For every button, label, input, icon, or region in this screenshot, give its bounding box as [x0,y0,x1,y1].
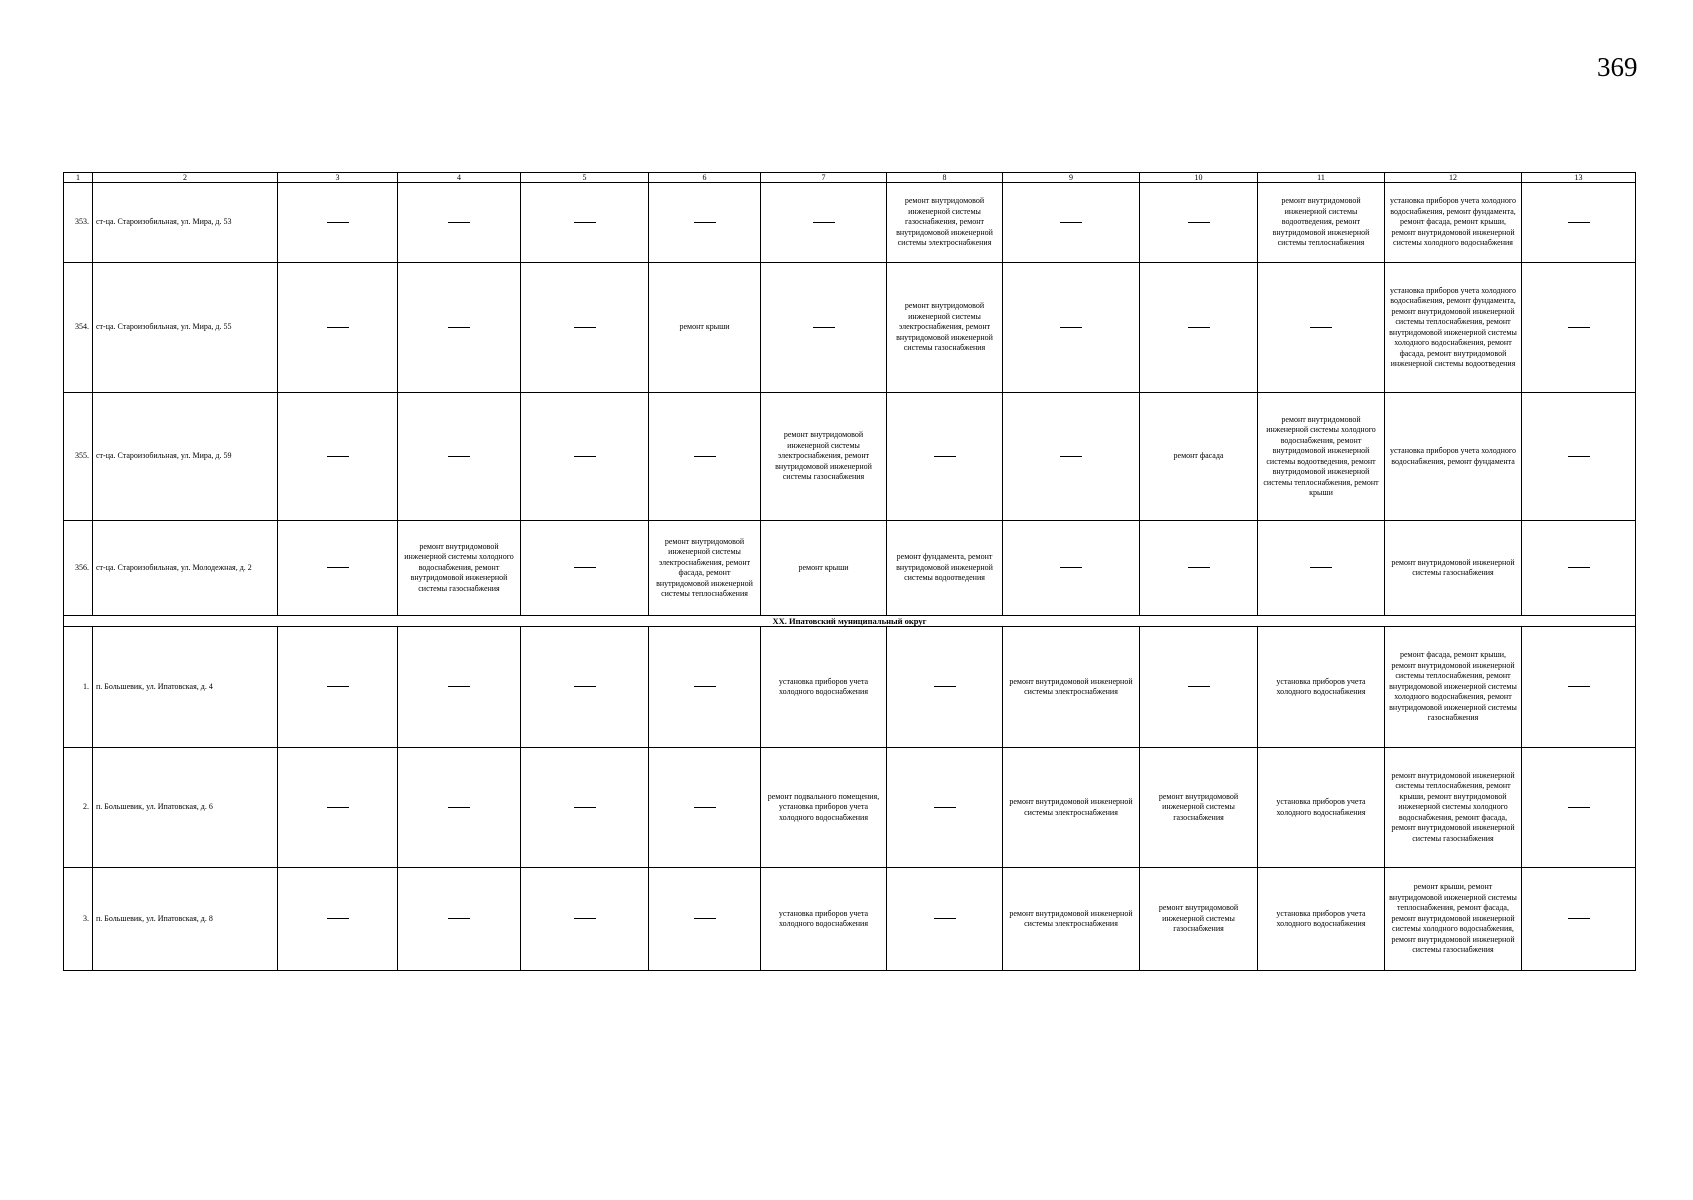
table-body [64,173,1636,971]
dash-mark [1060,222,1082,223]
dash-mark [448,686,470,687]
work-cell [649,627,761,748]
dash-mark [1188,222,1210,223]
row-number: 356. [64,521,93,616]
work-cell [521,521,649,616]
section-header-row [64,616,1636,627]
row-number: 354. [64,263,93,393]
dash-mark [574,807,596,808]
work-cell [278,521,398,616]
work-cell: ремонт крыши [761,521,887,616]
dash-mark [327,807,349,808]
work-cell: установка приборов учета холодного водоснабжения [761,627,887,748]
work-cell [649,868,761,971]
work-cell [521,627,649,748]
work-cell: установка приборов учета холодного водоснабжения [1258,868,1385,971]
dash-mark [813,222,835,223]
work-cell [398,263,521,393]
address-cell: п. Большевик, ул. Ипатовская, д. 6 [93,748,278,868]
dash-mark [1568,327,1590,328]
table-row [64,393,1636,521]
table-row [64,521,1636,616]
dash-mark [1568,807,1590,808]
work-cell: ремонт внутридомовой инженерной системы газоснабжения, ремонт внутридомовой инженерной системы электроснабжения [887,183,1003,263]
dash-mark [694,456,716,457]
work-cell: ремонт внутридомовой инженерной системы газоснабжения [1140,748,1258,868]
dash-mark [1568,222,1590,223]
dash-mark [574,456,596,457]
work-cell [1003,183,1140,263]
work-cell [278,748,398,868]
column-number: 12 [1385,173,1522,183]
dash-mark [448,327,470,328]
dash-mark [327,918,349,919]
page-number: 369 [1597,52,1638,82]
work-cell [1258,263,1385,393]
work-cell [1140,263,1258,393]
work-cell [1522,393,1636,521]
work-cell: ремонт крыши, ремонт внутридомовой инженерной системы теплоснабжения, ремонт фасада, ремонт внутридомовой инженерной системы холодного водоснабжения, ремонт внутридомовой инженерной системы газоснабжения [1385,868,1522,971]
column-number: 1 [64,173,93,183]
work-cell [887,393,1003,521]
work-cell: ремонт внутридомовой инженерной системы электроснабжения, ремонт фасада, ремонт внутридомовой инженерной системы теплоснабжения [649,521,761,616]
work-cell: установка приборов учета холодного водоснабжения [1258,748,1385,868]
work-cell [1003,521,1140,616]
dash-mark [448,918,470,919]
dash-mark [327,567,349,568]
dash-mark [574,567,596,568]
work-cell: ремонт внутридомовой инженерной системы электроснабжения, ремонт внутридомовой инженерной системы газоснабжения [761,393,887,521]
dash-mark [694,807,716,808]
work-cell [1258,521,1385,616]
work-cell [398,393,521,521]
dash-mark [448,807,470,808]
work-cell [521,183,649,263]
dash-mark [574,327,596,328]
dash-mark [574,222,596,223]
dash-mark [1310,327,1332,328]
work-cell: ремонт подвального помещения, установка приборов учета холодного водоснабжения [761,748,887,868]
column-number: 7 [761,173,887,183]
work-cell: ремонт внутридомовой инженерной системы электроснабжения [1003,748,1140,868]
dash-mark [694,686,716,687]
work-cell [521,263,649,393]
column-number: 9 [1003,173,1140,183]
dash-mark [574,686,596,687]
dash-mark [327,327,349,328]
dash-mark [327,686,349,687]
work-cell [398,183,521,263]
dash-mark [1310,567,1332,568]
work-cell: ремонт внутридомовой инженерной системы электроснабжения [1003,627,1140,748]
dash-mark [1568,456,1590,457]
work-cell: ремонт внутридомовой инженерной системы водоотведения, ремонт внутридомовой инженерной системы теплоснабжения [1258,183,1385,263]
work-cell [278,868,398,971]
dash-mark [327,456,349,457]
work-cell [1522,627,1636,748]
dash-mark [694,918,716,919]
dash-mark [448,456,470,457]
work-cell: ремонт внутридомовой инженерной системы электроснабжения [1003,868,1140,971]
work-cell: ремонт внутридомовой инженерной системы холодного водоснабжения, ремонт внутридомовой инженерной системы водоотведения, ремонт внутридомовой инженерной системы теплоснабжения, ремонт крыши [1258,393,1385,521]
work-cell [278,393,398,521]
dash-mark [934,918,956,919]
dash-mark [813,327,835,328]
address-cell: ст-ца. Староизобильная, ул. Мира, д. 59 [93,393,278,521]
dash-mark [1568,686,1590,687]
work-cell: ремонт внутридомовой инженерной системы теплоснабжения, ремонт крыши, ремонт внутридомовой инженерной системы холодного водоснабжения, ремонт фасада, ремонт внутридомовой инженерной системы газоснабжения [1385,748,1522,868]
table-row [64,868,1636,971]
work-cell [887,868,1003,971]
works-register-table [63,172,1636,971]
table-row [64,748,1636,868]
work-cell [1140,627,1258,748]
work-cell: ремонт внутридомовой инженерной системы газоснабжения [1385,521,1522,616]
column-number: 2 [93,173,278,183]
work-cell [1522,263,1636,393]
work-cell [649,748,761,868]
dash-mark [694,222,716,223]
work-cell [887,627,1003,748]
work-cell [521,393,649,521]
dash-mark [448,222,470,223]
work-cell [1522,748,1636,868]
work-cell [521,748,649,868]
work-cell [649,393,761,521]
table-row [64,183,1636,263]
column-number: 10 [1140,173,1258,183]
work-cell [1522,521,1636,616]
work-cell: установка приборов учета холодного водоснабжения, ремонт фундамента, ремонт фасада, ремонт крыши, ремонт внутридомовой инженерной системы холодного водоснабжения [1385,183,1522,263]
work-cell [278,183,398,263]
work-cell [1140,521,1258,616]
dash-mark [327,222,349,223]
table-row [64,263,1636,393]
address-cell: п. Большевик, ул. Ипатовская, д. 4 [93,627,278,748]
column-number: 4 [398,173,521,183]
column-number: 13 [1522,173,1636,183]
dash-mark [1568,567,1590,568]
address-cell: п. Большевик, ул. Ипатовская, д. 8 [93,868,278,971]
dash-mark [574,918,596,919]
column-number: 5 [521,173,649,183]
dash-mark [1060,456,1082,457]
dash-mark [934,456,956,457]
column-number-row [64,173,1636,183]
work-cell: ремонт фасада, ремонт крыши, ремонт внутридомовой инженерной системы теплоснабжения, ремонт внутридомовой инженерной системы холодного водоснабжения, ремонт внутридомовой инженерной системы газоснабжения [1385,627,1522,748]
dash-mark [934,807,956,808]
work-cell: ремонт внутридомовой инженерной системы холодного водоснабжения, ремонт внутридомовой инженерной системы газоснабжения [398,521,521,616]
section-title: XX. Ипатовский муниципальный округ [64,616,1636,627]
column-number: 6 [649,173,761,183]
work-cell: установка приборов учета холодного водоснабжения [1258,627,1385,748]
work-cell [278,263,398,393]
column-number: 8 [887,173,1003,183]
dash-mark [1568,918,1590,919]
row-number: 353. [64,183,93,263]
address-cell: ст-ца. Староизобильная, ул. Молодежная, д. 2 [93,521,278,616]
dash-mark [1188,686,1210,687]
dash-mark [1188,567,1210,568]
work-cell [521,868,649,971]
column-number: 3 [278,173,398,183]
address-cell: ст-ца. Староизобильная, ул. Мира, д. 53 [93,183,278,263]
row-number: 2. [64,748,93,868]
work-cell [278,627,398,748]
work-cell: ремонт фундамента, ремонт внутридомовой инженерной системы водоотведения [887,521,1003,616]
dash-mark [1188,327,1210,328]
row-number: 3. [64,868,93,971]
work-cell: установка приборов учета холодного водоснабжения [761,868,887,971]
work-cell: ремонт внутридомовой инженерной системы газоснабжения [1140,868,1258,971]
work-cell [1522,868,1636,971]
work-cell: установка приборов учета холодного водоснабжения, ремонт фундамента, ремонт внутридомовой инженерной системы теплоснабжения, ремонт внутридомовой инженерной системы холодного водоснабжения, ремонт фасада, ремонт внутридомовой инженерной системы водоотведения [1385,263,1522,393]
dash-mark [1060,327,1082,328]
work-cell [1140,183,1258,263]
work-cell [1003,263,1140,393]
work-cell [1003,393,1140,521]
table-row [64,627,1636,748]
work-cell: установка приборов учета холодного водоснабжения, ремонт фундамента [1385,393,1522,521]
dash-mark [934,686,956,687]
work-cell [1522,183,1636,263]
row-number: 1. [64,627,93,748]
address-cell: ст-ца. Староизобильная, ул. Мира, д. 55 [93,263,278,393]
work-cell [649,183,761,263]
work-cell: ремонт внутридомовой инженерной системы электроснабжения, ремонт внутридомовой инженерной системы газоснабжения [887,263,1003,393]
work-cell [398,868,521,971]
work-cell: ремонт крыши [649,263,761,393]
work-cell [398,748,521,868]
row-number: 355. [64,393,93,521]
work-cell: ремонт фасада [1140,393,1258,521]
work-cell [887,748,1003,868]
work-cell [761,183,887,263]
column-number: 11 [1258,173,1385,183]
work-cell [761,263,887,393]
dash-mark [1060,567,1082,568]
work-cell [398,627,521,748]
